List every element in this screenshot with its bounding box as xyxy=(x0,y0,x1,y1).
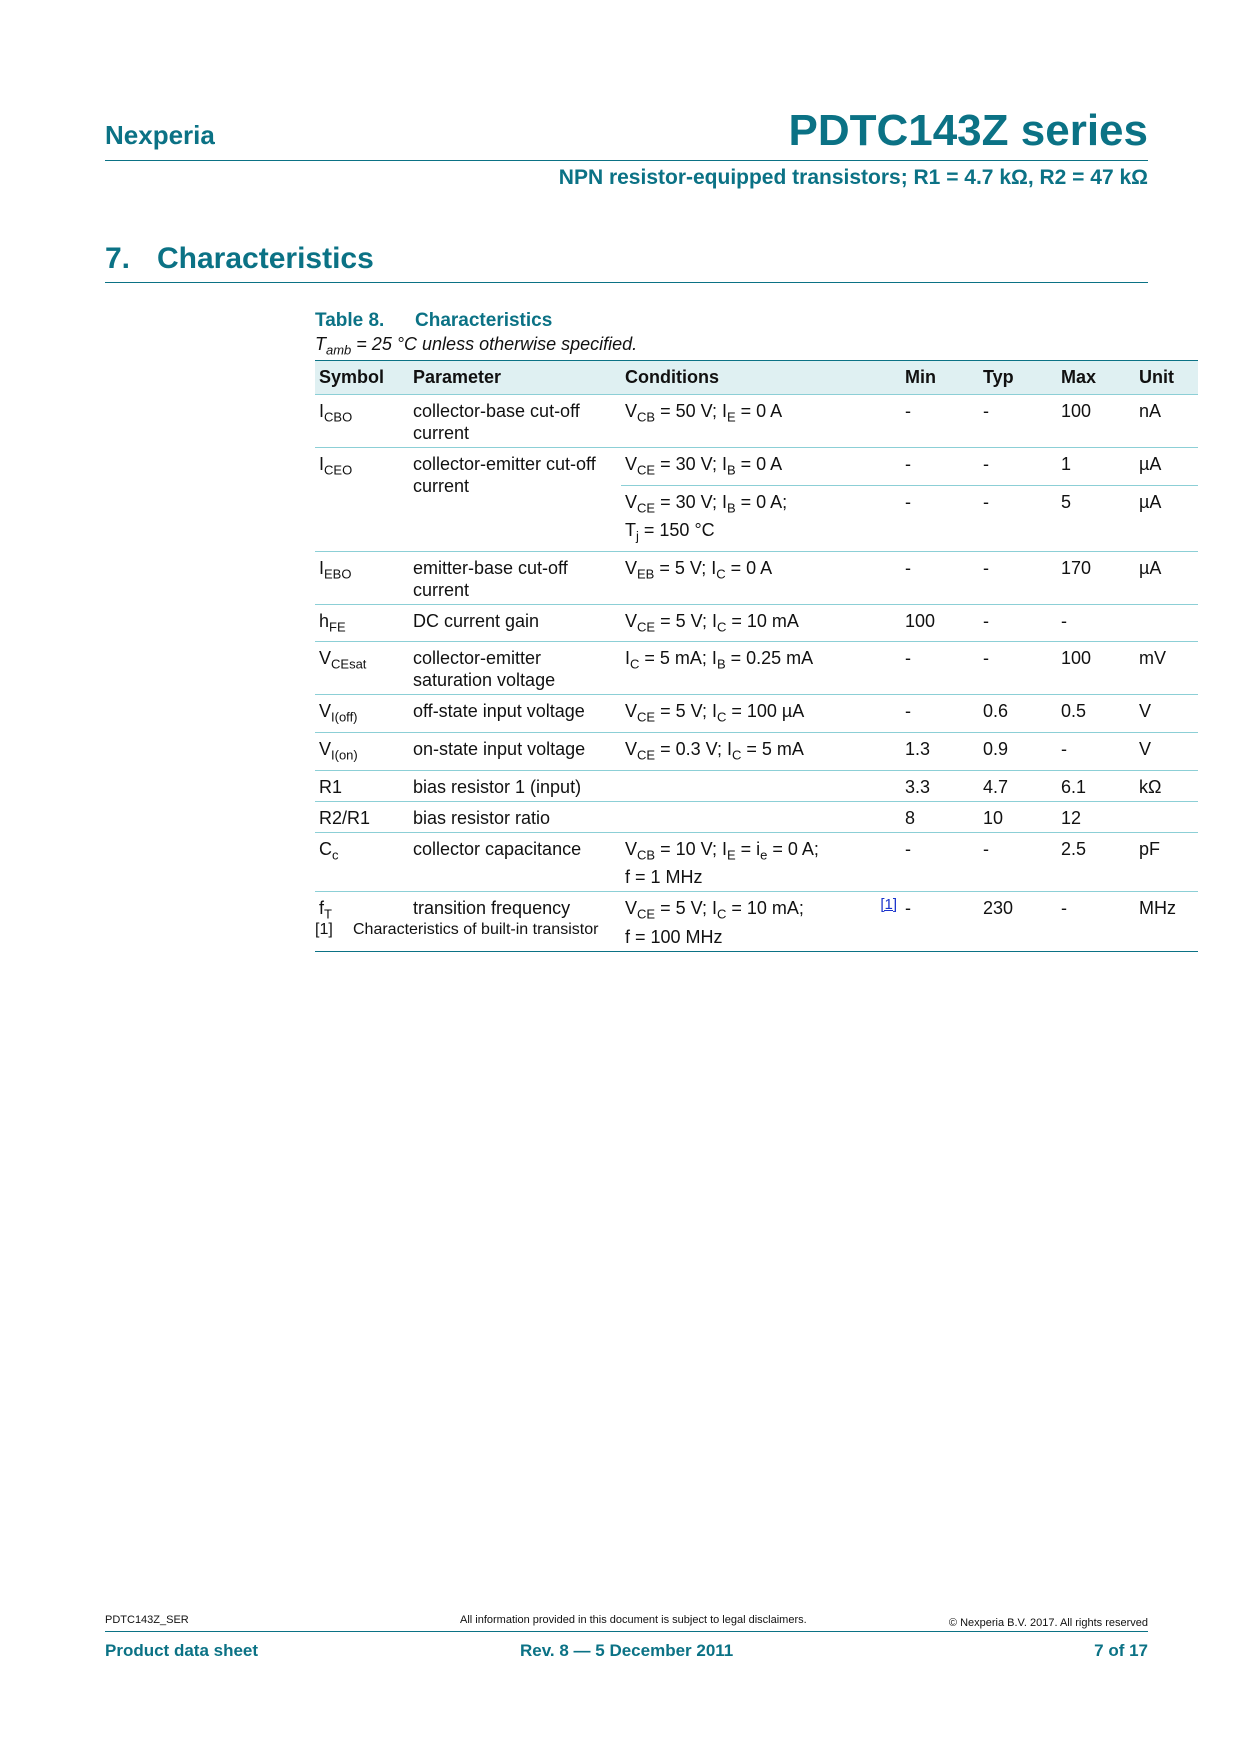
section-number: 7. xyxy=(105,242,131,275)
symbol-cell: $C_c$ xyxy=(315,832,409,892)
min-cell: 100 xyxy=(901,604,979,642)
table-row xyxy=(315,642,1198,695)
note-text: = 25 °C unless otherwise specified. xyxy=(351,334,638,354)
max-cell: 170 xyxy=(1057,551,1135,604)
conditions-cell: $V_{CB} = 50$ V; $I_E = 0$ A xyxy=(621,395,901,448)
min-cell: 8 xyxy=(901,801,979,832)
max-cell: 0.5 xyxy=(1057,695,1135,733)
max-cell: 12 xyxy=(1057,801,1135,832)
table-row xyxy=(315,604,1198,642)
parameter-cell: transition frequency xyxy=(409,892,621,952)
conditions-cell: [1] $V_{CE} = 5$ V; $I_C = 10$ mA; f = 100 MHz xyxy=(621,892,901,952)
unit-cell: µA xyxy=(1135,485,1198,551)
footer-doc-id: PDTC143Z_SER xyxy=(105,1614,189,1626)
header-conditions: Conditions xyxy=(621,361,901,395)
max-cell: 5 xyxy=(1057,485,1135,551)
max-cell: - xyxy=(1057,892,1135,952)
parameter-cell: bias resistor ratio xyxy=(409,801,621,832)
section-title: Characteristics xyxy=(157,242,374,275)
table-caption xyxy=(315,310,552,332)
section-divider xyxy=(105,282,1148,283)
parameter-cell: collector-emitter saturation voltage xyxy=(409,642,621,695)
symbol-cell: R1 xyxy=(315,770,409,801)
max-cell: - xyxy=(1057,604,1135,642)
min-cell: 3.3 xyxy=(901,770,979,801)
conditions-cell: $V_{CE} = 30$ V; $I_B = 0$ A; $T_j = 150$ °C xyxy=(621,485,901,551)
unit-cell xyxy=(1135,801,1198,832)
table-number: Table 8. xyxy=(315,310,385,331)
min-cell: - xyxy=(901,551,979,604)
max-cell: 100 xyxy=(1057,642,1135,695)
unit-cell xyxy=(1135,604,1198,642)
conditions-cell: $V_{CE} = 5$ V; $I_C = 10$ mA xyxy=(621,604,901,642)
table-row xyxy=(315,551,1198,604)
symbol-cell: R2/R1 xyxy=(315,801,409,832)
unit-cell: nA xyxy=(1135,395,1198,448)
conditions-cell xyxy=(621,770,901,801)
footer-copyright: © Nexperia B.V. 2017. All rights reserved xyxy=(948,1617,1148,1629)
unit-cell: mV xyxy=(1135,642,1198,695)
header-max: Max xyxy=(1057,361,1135,395)
max-cell: 1 xyxy=(1057,448,1135,486)
unit-cell: kΩ xyxy=(1135,770,1198,801)
footer-revision: Rev. 8 — 5 December 2011 xyxy=(520,1641,734,1660)
typ-cell: - xyxy=(979,485,1057,551)
parameter-cell: on-state input voltage xyxy=(409,732,621,770)
table-row xyxy=(315,770,1198,801)
note-symbol: T xyxy=(315,334,326,354)
max-cell: 6.1 xyxy=(1057,770,1135,801)
typ-cell: - xyxy=(979,642,1057,695)
parameter-cell: collector-emitter cut-off current xyxy=(409,448,621,552)
conditions-cell: $I_C = 5$ mA; $I_B = 0.25$ mA xyxy=(621,642,901,695)
max-cell: 2.5 xyxy=(1057,832,1135,892)
conditions-cell: $V_{CE} = 0.3$ V; $I_C = 5$ mA xyxy=(621,732,901,770)
footnote-mark: [1] xyxy=(315,921,333,938)
header-unit: Unit xyxy=(1135,361,1198,395)
min-cell: - xyxy=(901,695,979,733)
parameter-cell: bias resistor 1 (input) xyxy=(409,770,621,801)
typ-cell: 230 xyxy=(979,892,1057,952)
min-cell: - xyxy=(901,832,979,892)
typ-cell: 0.6 xyxy=(979,695,1057,733)
header-divider xyxy=(105,160,1148,161)
conditions-cell xyxy=(621,801,901,832)
header-symbol: Symbol xyxy=(315,361,409,395)
parameter-cell: collector capacitance xyxy=(409,832,621,892)
symbol-cell: $I_{CEO}$ xyxy=(315,448,409,552)
symbol-cell: $V_{CEsat}$ xyxy=(315,642,409,695)
symbol-cell: $I_{EBO}$ xyxy=(315,551,409,604)
unit-cell: V xyxy=(1135,732,1198,770)
min-cell: - xyxy=(901,448,979,486)
table-row xyxy=(315,448,1198,486)
parameter-cell: off-state input voltage xyxy=(409,695,621,733)
conditions-cell: $V_{EB} = 5$ V; $I_C = 0$ A xyxy=(621,551,901,604)
footer-doc-type: Product data sheet xyxy=(105,1641,259,1660)
document-title: PDTC143Z series xyxy=(788,106,1148,155)
unit-cell: V xyxy=(1135,695,1198,733)
min-cell: 1.3 xyxy=(901,732,979,770)
conditions-cell: $V_{CE} = 5$ V; $I_C = 100$ µA xyxy=(621,695,901,733)
symbol-cell: $V_{I(off)}$ xyxy=(315,695,409,733)
note-subscript: amb xyxy=(326,342,352,358)
parameter-cell: collector-base cut-off current xyxy=(409,395,621,448)
footnote-reference-link[interactable]: [1] xyxy=(880,896,897,914)
table-row xyxy=(315,395,1198,448)
document-subtitle: NPN resistor-equipped transistors; R1 = 4.7 kΩ, R2 = 47 kΩ xyxy=(558,166,1148,189)
footer-divider xyxy=(105,1631,1148,1632)
typ-cell: - xyxy=(979,448,1057,486)
typ-cell: 10 xyxy=(979,801,1057,832)
table-row xyxy=(315,732,1198,770)
table-header-row xyxy=(315,361,1198,395)
symbol-cell: $h_{FE}$ xyxy=(315,604,409,642)
characteristics-table xyxy=(315,360,1198,952)
min-cell: - xyxy=(901,642,979,695)
min-cell: - xyxy=(901,395,979,448)
table-title: Characteristics xyxy=(415,310,553,331)
parameter-cell: emitter-base cut-off current xyxy=(409,551,621,604)
symbol-cell: $V_{I(on)}$ xyxy=(315,732,409,770)
unit-cell: µA xyxy=(1135,551,1198,604)
unit-cell: pF xyxy=(1135,832,1198,892)
header-typ: Typ xyxy=(979,361,1057,395)
footer-page-number: 7 of 17 xyxy=(1094,1641,1148,1660)
parameter-cell: DC current gain xyxy=(409,604,621,642)
max-cell: - xyxy=(1057,732,1135,770)
section-heading xyxy=(105,242,374,276)
table-note xyxy=(315,334,637,358)
footnote xyxy=(315,921,598,939)
table-row xyxy=(315,801,1198,832)
conditions-cell: $V_{CE} = 30$ V; $I_B = 0$ A xyxy=(621,448,901,486)
typ-cell: 4.7 xyxy=(979,770,1057,801)
symbol-cell: $f_T$ xyxy=(315,892,409,952)
footer-disclaimer: All information provided in this document is subject to legal disclaimers. xyxy=(460,1614,807,1626)
footnote-text: Characteristics of built-in transistor xyxy=(353,921,599,938)
typ-cell: - xyxy=(979,395,1057,448)
symbol-cell: $I_{CBO}$ xyxy=(315,395,409,448)
max-cell: 100 xyxy=(1057,395,1135,448)
header-min: Min xyxy=(901,361,979,395)
min-cell: - xyxy=(901,485,979,551)
conditions-cell: $V_{CB} = 10$ V; $I_E = i_e = 0$ A; f = 1 MHz xyxy=(621,832,901,892)
unit-cell: µA xyxy=(1135,448,1198,486)
typ-cell: - xyxy=(979,551,1057,604)
typ-cell: 0.9 xyxy=(979,732,1057,770)
header-parameter: Parameter xyxy=(409,361,621,395)
typ-cell: - xyxy=(979,832,1057,892)
unit-cell: MHz xyxy=(1135,892,1198,952)
table-row xyxy=(315,695,1198,733)
table-row xyxy=(315,832,1198,892)
min-cell: - xyxy=(901,892,979,952)
brand-name: Nexperia xyxy=(105,120,215,150)
typ-cell: - xyxy=(979,604,1057,642)
